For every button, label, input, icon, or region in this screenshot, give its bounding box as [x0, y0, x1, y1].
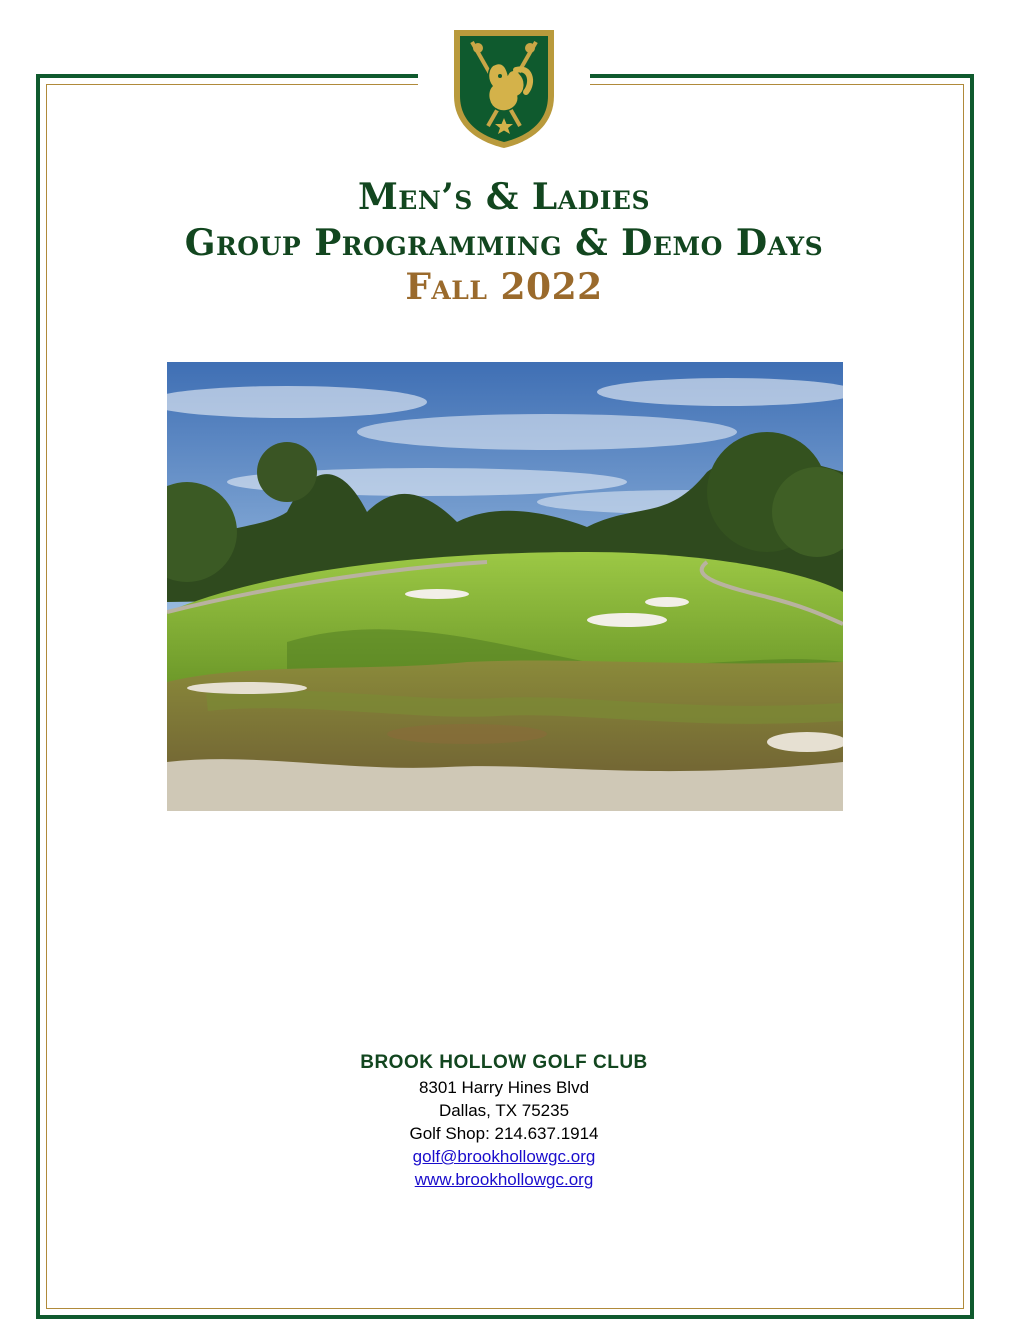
website-link[interactable]: www.brookhollowgc.org [414, 1170, 594, 1189]
title-line-2: Group Programming & Demo Days [184, 222, 824, 264]
title-line-3: Fall 2022 [405, 266, 603, 308]
golf-shop-phone: Golf Shop: 214.637.1914 [409, 1124, 599, 1143]
city-line: Dallas, TX 75235 [438, 1101, 570, 1120]
club-name: BROOK HOLLOW GOLF CLUB [360, 1052, 648, 1073]
title-line-1: Men’s & Ladies [357, 176, 651, 218]
email-link[interactable]: golf@brookhollowgc.org [412, 1147, 596, 1166]
address-line: 8301 Harry Hines Blvd [418, 1078, 590, 1097]
contact-block [0, 1052, 1008, 1191]
golf-course-photo [167, 362, 843, 811]
squirrel-golf-crest-icon [450, 26, 558, 150]
